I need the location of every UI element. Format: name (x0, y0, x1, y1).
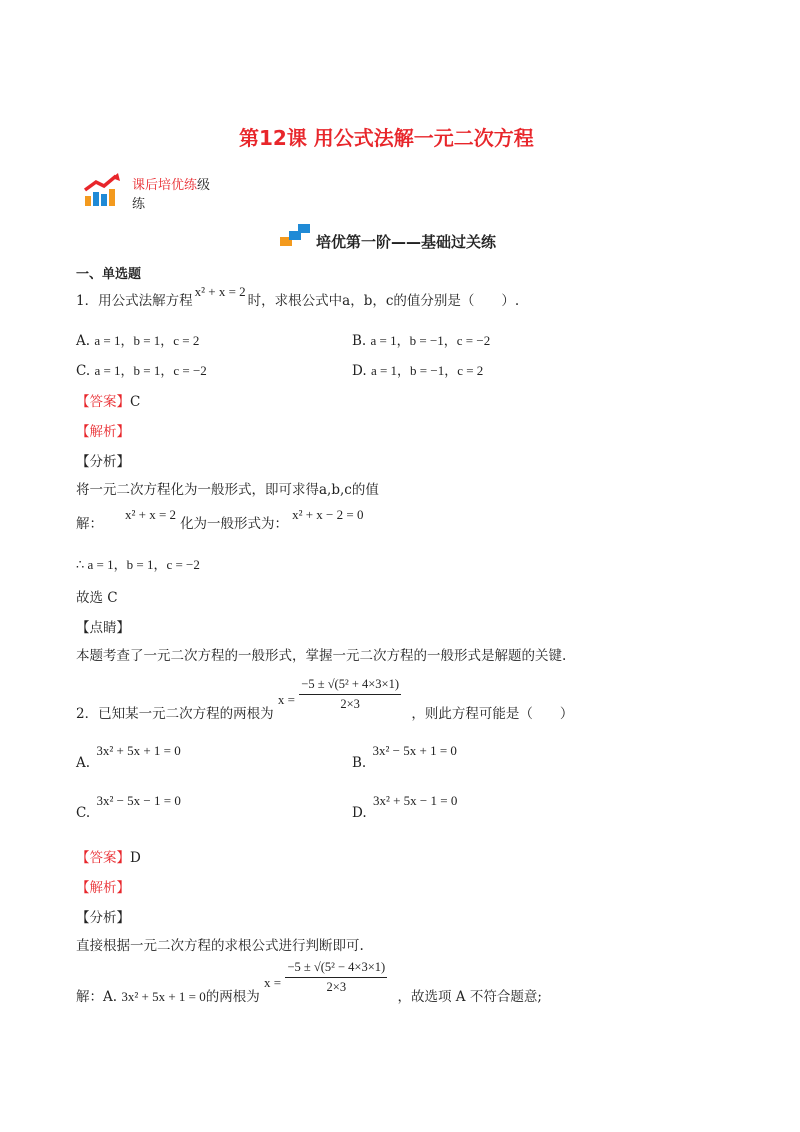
q2-solution: 解：A. 3x² + 5x + 1 = 0的两根为 x = $\frac{\text{−5 ± √(5² − 4×3×1)}}{2\times 3}$ ，故选项 A 不符合题意; (76, 960, 542, 1005)
growth-chart-icon (82, 172, 124, 208)
page-title: 第12课 用公式法解一元二次方程 (239, 126, 534, 150)
badge-line1: 课后培优练级 (132, 178, 211, 193)
q2-answer: 【答案】D (76, 850, 141, 866)
q1-option-b: B. a = 1，b = −1，c = −2 (352, 333, 491, 349)
q1-fenxi: 将一元二次方程化为一般形式，即可求得a,b,c的值 (76, 482, 379, 498)
q1-option-d: D. a = 1，b = −1，c = 2 (352, 363, 484, 379)
q1-choose: 故选 C (76, 590, 118, 606)
q2-fenxi-tag: 【分析】 (76, 910, 130, 926)
q2-root-fraction: $\frac{\text{−5 ± √(5² + 4×3×1)}}{2\times 3}$ (301, 677, 400, 711)
q1-option-a: A. a = 1，b = 1，c = 2 (76, 333, 200, 349)
q2-stem: 2．已知某一元二次方程的两根为 x = $\frac{\text{−5 ± √(5² + 4×3×1)}}{2\times 3}$ ，则此方程可能是（ ） (76, 677, 574, 722)
steps-icon (280, 224, 312, 246)
q2-option-c: C. 3x² − 5x − 1 = 0 (76, 793, 181, 821)
q1-dianjing: 本题考查了一元二次方程的一般形式，掌握一元二次方程的一般形式是解题的关键. (76, 648, 567, 664)
q1-dianjing-tag: 【点睛】 (76, 620, 130, 636)
q1-solution: 解：x² + x = 2化为一般形式为：x² + x − 2 = 0 (76, 507, 364, 532)
part-heading: 一、单选题 (76, 267, 142, 282)
q1-fenxi-tag: 【分析】 (76, 454, 130, 470)
q2-fenxi: 直接根据一元二次方程的求根公式进行判断即可. (76, 938, 364, 954)
q2-option-b: B. 3x² − 5x + 1 = 0 (352, 743, 457, 771)
q2-solution-fraction: $\frac{\text{−5 ± √(5² − 4×3×1)}}{2\times 3}$ (287, 960, 386, 994)
q1-analysis-tag: 【解析】 (76, 424, 130, 440)
badge-line2: 练 (132, 197, 146, 212)
q1-option-c: C. a = 1，b = 1，c = −2 (76, 363, 207, 379)
q2-option-d: D. 3x² + 5x − 1 = 0 (352, 793, 458, 821)
section-heading: 培优第一阶——基础过关练 (316, 233, 497, 251)
q2-analysis-tag: 【解析】 (76, 880, 130, 896)
q1-stem: 1．用公式法解方程x² + x = 2时，求根公式中a，b，c的值分别是（ ）. (76, 284, 520, 309)
q1-therefore: ∴ a = 1，b = 1，c = −2 (76, 557, 200, 572)
q1-answer: 【答案】C (76, 394, 141, 410)
q2-option-a: A. 3x² + 5x + 1 = 0 (76, 743, 181, 771)
